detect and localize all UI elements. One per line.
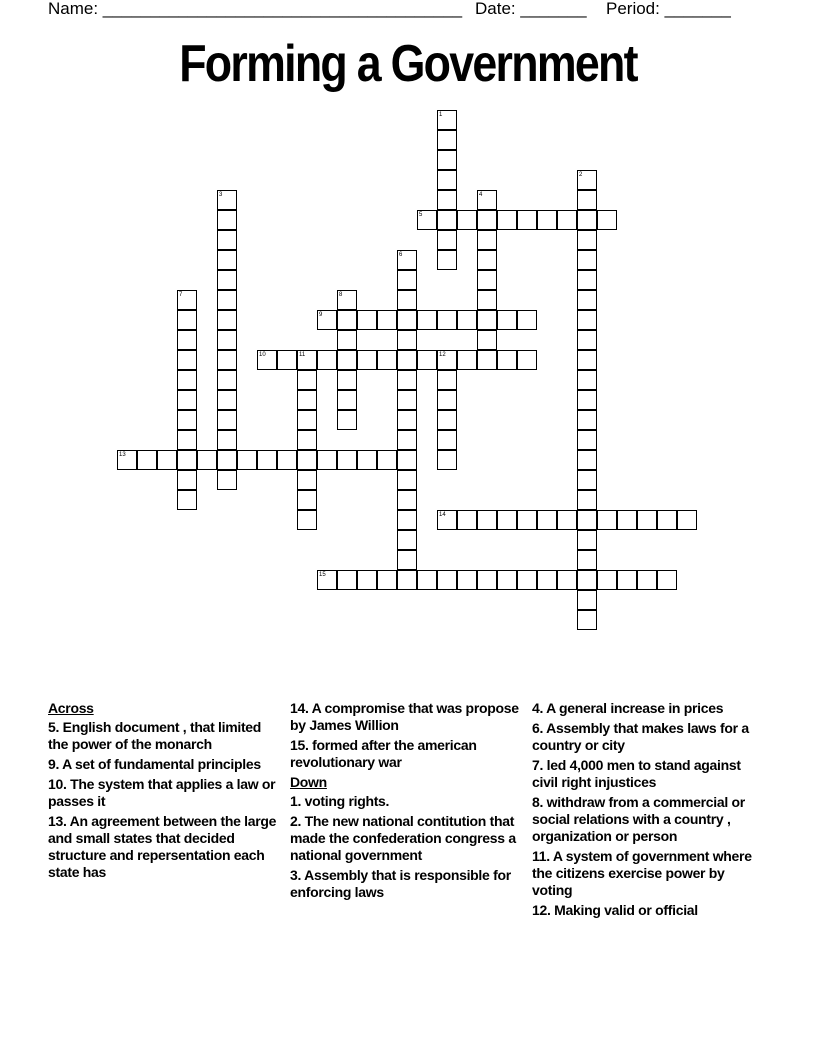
period-field[interactable]: Period: _______ — [606, 0, 731, 18]
grid-cell[interactable] — [417, 350, 437, 370]
clue-down-8: 8. withdraw from a commercial or social relations with a country , organization or person — [532, 794, 745, 844]
clue-column-3 — [532, 700, 762, 922]
grid-cell[interactable] — [277, 450, 297, 470]
grid-cell[interactable] — [577, 210, 597, 230]
clue-across-14: 14. A compromise that was propose by James Willion — [290, 700, 519, 733]
grid-cell[interactable] — [577, 590, 597, 610]
grid-cell[interactable] — [297, 370, 317, 390]
grid-cell[interactable] — [597, 210, 617, 230]
grid-cell[interactable] — [237, 450, 257, 470]
grid-cell[interactable] — [297, 470, 317, 490]
grid-cell[interactable] — [177, 470, 197, 490]
grid-cell[interactable] — [637, 570, 657, 590]
grid-cell[interactable] — [397, 310, 417, 330]
grid-cell[interactable] — [577, 310, 597, 330]
clue-number-label: 5 — [419, 212, 423, 218]
grid-cell[interactable] — [177, 330, 197, 350]
grid-cell[interactable] — [177, 370, 197, 390]
grid-cell[interactable] — [377, 570, 397, 590]
clue-number-label: 7 — [179, 292, 183, 298]
grid-cell[interactable] — [217, 330, 237, 350]
grid-cell[interactable] — [397, 270, 417, 290]
clue-down-4: 4. A general increase in prices — [532, 700, 724, 716]
grid-cell[interactable] — [297, 510, 317, 530]
grid-cell[interactable] — [397, 390, 417, 410]
grid-cell[interactable] — [497, 350, 517, 370]
grid-cell[interactable] — [397, 470, 417, 490]
grid-cell[interactable] — [217, 230, 237, 250]
grid-cell[interactable] — [477, 570, 497, 590]
clue-down-1: 1. voting rights. — [290, 793, 390, 809]
clue-down-2: 2. The new national contitution that made the confederation congress a national government — [290, 813, 516, 863]
clue-across-13: 13. An agreement between the large and small states that decided structure and repersentation each state has — [48, 813, 277, 880]
grid-cell[interactable] — [357, 350, 377, 370]
grid-cell[interactable] — [297, 390, 317, 410]
grid-cell[interactable] — [337, 570, 357, 590]
grid-cell[interactable] — [657, 570, 677, 590]
clue-down-6: 6. Assembly that makes laws for a country or city — [532, 720, 749, 753]
grid-cell[interactable] — [357, 570, 377, 590]
grid-cell[interactable] — [597, 510, 617, 530]
clue-number-label: 4 — [479, 192, 483, 198]
grid-cell[interactable] — [337, 310, 357, 330]
grid-cell[interactable] — [417, 570, 437, 590]
grid-cell[interactable] — [437, 390, 457, 410]
grid-cell[interactable] — [397, 290, 417, 310]
grid-cell[interactable] — [517, 570, 537, 590]
grid-cell[interactable] — [477, 330, 497, 350]
grid-cell[interactable] — [457, 210, 477, 230]
clue-number-label: 9 — [319, 312, 323, 318]
grid-cell[interactable] — [437, 310, 457, 330]
grid-cell[interactable] — [437, 450, 457, 470]
grid-cell[interactable] — [477, 230, 497, 250]
grid-cell[interactable] — [317, 450, 337, 470]
grid-cell[interactable] — [177, 350, 197, 370]
grid-cell[interactable] — [217, 290, 237, 310]
clue-number-label: 10 — [259, 352, 266, 358]
clue-number-label: 14 — [439, 512, 446, 518]
grid-cell[interactable] — [597, 570, 617, 590]
grid-cell[interactable] — [297, 430, 317, 450]
grid-cell[interactable] — [397, 510, 417, 530]
grid-cell[interactable] — [557, 570, 577, 590]
grid-cell[interactable] — [437, 210, 457, 230]
clue-down-7: 7. led 4,000 men to stand against civil right injustices — [532, 757, 741, 790]
grid-cell[interactable] — [557, 210, 577, 230]
clue-across-15: 15. formed after the american revolutionary war — [290, 737, 477, 770]
grid-cell[interactable] — [477, 270, 497, 290]
grid-cell[interactable] — [577, 330, 597, 350]
grid-cell[interactable] — [397, 350, 417, 370]
clue-across-10: 10. The system that applies a law or passes it — [48, 776, 276, 809]
grid-cell[interactable] — [477, 510, 497, 530]
grid-cell[interactable] — [517, 510, 537, 530]
grid-cell[interactable] — [217, 430, 237, 450]
grid-cell[interactable] — [397, 550, 417, 570]
grid-cell[interactable] — [217, 270, 237, 290]
grid-cell[interactable] — [577, 570, 597, 590]
grid-cell[interactable] — [537, 510, 557, 530]
grid-cell[interactable] — [437, 250, 457, 270]
grid-cell[interactable] — [437, 130, 457, 150]
grid-cell[interactable] — [577, 470, 597, 490]
grid-cell[interactable] — [437, 190, 457, 210]
grid-cell[interactable] — [397, 330, 417, 350]
grid-cell[interactable] — [577, 510, 597, 530]
grid-cell[interactable] — [677, 510, 697, 530]
grid-cell[interactable] — [217, 450, 237, 470]
grid-cell[interactable] — [617, 570, 637, 590]
grid-cell[interactable] — [457, 510, 477, 530]
grid-cell[interactable] — [577, 390, 597, 410]
clue-number-label: 1 — [439, 112, 443, 118]
grid-cell[interactable] — [257, 450, 277, 470]
grid-cell[interactable] — [437, 230, 457, 250]
grid-cell[interactable] — [417, 310, 437, 330]
page-title: Forming a Government — [179, 35, 637, 93]
grid-cell[interactable] — [477, 350, 497, 370]
grid-cell[interactable] — [637, 510, 657, 530]
clue-down-12: 12. Making valid or official — [532, 902, 698, 918]
clue-number-label: 13 — [119, 452, 126, 458]
grid-cell[interactable] — [477, 310, 497, 330]
grid-cell[interactable] — [177, 410, 197, 430]
grid-cell[interactable] — [217, 210, 237, 230]
grid-cell[interactable] — [397, 570, 417, 590]
clue-number-label: 11 — [299, 352, 306, 358]
grid-cell[interactable] — [577, 270, 597, 290]
grid-cell[interactable] — [577, 410, 597, 430]
grid-cell[interactable] — [577, 230, 597, 250]
grid-cell[interactable] — [577, 430, 597, 450]
grid-cell[interactable] — [217, 310, 237, 330]
grid-cell[interactable] — [317, 350, 337, 370]
grid-cell[interactable] — [217, 410, 237, 430]
name-field[interactable]: Name: ______________________________________ — [48, 0, 463, 18]
grid-cell[interactable] — [497, 210, 517, 230]
grid-cell[interactable] — [337, 390, 357, 410]
grid-cell[interactable] — [437, 410, 457, 430]
clue-across-9: 9. A set of fundamental principles — [48, 756, 261, 772]
clue-number-label: 8 — [339, 292, 343, 298]
grid-cell[interactable] — [337, 450, 357, 470]
grid-cell[interactable] — [177, 390, 197, 410]
grid-cell[interactable] — [437, 150, 457, 170]
clue-number-label: 3 — [219, 192, 223, 198]
grid-cell[interactable] — [177, 430, 197, 450]
grid-cell[interactable] — [337, 410, 357, 430]
clue-column-1 — [48, 700, 278, 884]
grid-cell[interactable] — [517, 310, 537, 330]
grid-cell[interactable] — [437, 370, 457, 390]
grid-cell[interactable] — [377, 310, 397, 330]
grid-cell[interactable] — [577, 250, 597, 270]
grid-cell[interactable] — [337, 330, 357, 350]
grid-cell[interactable] — [477, 250, 497, 270]
grid-cell[interactable] — [497, 510, 517, 530]
grid-cell[interactable] — [577, 450, 597, 470]
grid-cell[interactable] — [577, 490, 597, 510]
grid-cell[interactable] — [297, 490, 317, 510]
grid-cell[interactable] — [397, 370, 417, 390]
grid-cell[interactable] — [437, 570, 457, 590]
grid-cell[interactable] — [577, 530, 597, 550]
grid-cell[interactable] — [577, 370, 597, 390]
grid-cell[interactable] — [577, 610, 597, 630]
clue-number-label: 2 — [579, 172, 583, 178]
grid-cell[interactable] — [277, 350, 297, 370]
grid-cell[interactable] — [517, 350, 537, 370]
grid-cell[interactable] — [497, 310, 517, 330]
across-heading: Across — [48, 700, 94, 716]
clue-number-label: 15 — [319, 572, 326, 578]
clue-down-11: 11. A system of government where the citizens exercise power by voting — [532, 848, 752, 898]
grid-cell[interactable] — [217, 250, 237, 270]
grid-cell[interactable] — [557, 510, 577, 530]
grid-cell[interactable] — [577, 350, 597, 370]
grid-cell[interactable] — [577, 190, 597, 210]
grid-cell[interactable] — [337, 350, 357, 370]
grid-cell[interactable] — [297, 450, 317, 470]
grid-cell[interactable] — [517, 210, 537, 230]
grid-cell[interactable] — [177, 450, 197, 470]
grid-cell[interactable] — [457, 570, 477, 590]
grid-cell[interactable] — [357, 450, 377, 470]
grid-cell[interactable] — [397, 490, 417, 510]
grid-cell[interactable] — [477, 210, 497, 230]
grid-cell[interactable] — [217, 370, 237, 390]
grid-cell[interactable] — [537, 210, 557, 230]
clue-column-2 — [290, 700, 520, 904]
grid-cell[interactable] — [157, 450, 177, 470]
grid-cell[interactable] — [377, 350, 397, 370]
grid-cell[interactable] — [197, 450, 217, 470]
grid-cell[interactable] — [217, 470, 237, 490]
date-field[interactable]: Date: _______ — [475, 0, 587, 18]
grid-cell[interactable] — [577, 550, 597, 570]
grid-cell[interactable] — [397, 450, 417, 470]
clue-number-label: 12 — [439, 352, 446, 358]
clue-down-3: 3. Assembly that is responsible for enforcing laws — [290, 867, 511, 900]
grid-cell[interactable] — [577, 290, 597, 310]
grid-cell[interactable] — [397, 410, 417, 430]
grid-cell[interactable] — [437, 170, 457, 190]
grid-cell[interactable] — [497, 570, 517, 590]
grid-cell[interactable] — [297, 410, 317, 430]
grid-cell[interactable] — [137, 450, 157, 470]
down-heading: Down — [290, 774, 327, 790]
grid-cell[interactable] — [337, 370, 357, 390]
grid-cell[interactable] — [177, 490, 197, 510]
grid-cell[interactable] — [217, 390, 237, 410]
grid-cell[interactable] — [437, 430, 457, 450]
grid-cell[interactable] — [537, 570, 557, 590]
grid-cell[interactable] — [617, 510, 637, 530]
grid-cell[interactable] — [397, 530, 417, 550]
clue-number-label: 6 — [399, 252, 403, 258]
grid-cell[interactable] — [477, 290, 497, 310]
grid-cell[interactable] — [177, 310, 197, 330]
grid-cell[interactable] — [217, 350, 237, 370]
grid-cell[interactable] — [397, 430, 417, 450]
grid-cell[interactable] — [657, 510, 677, 530]
clue-across-5: 5. English document , that limited the power of the monarch — [48, 719, 262, 752]
grid-cell[interactable] — [457, 350, 477, 370]
grid-cell[interactable] — [357, 310, 377, 330]
grid-cell[interactable] — [457, 310, 477, 330]
grid-cell[interactable] — [377, 450, 397, 470]
